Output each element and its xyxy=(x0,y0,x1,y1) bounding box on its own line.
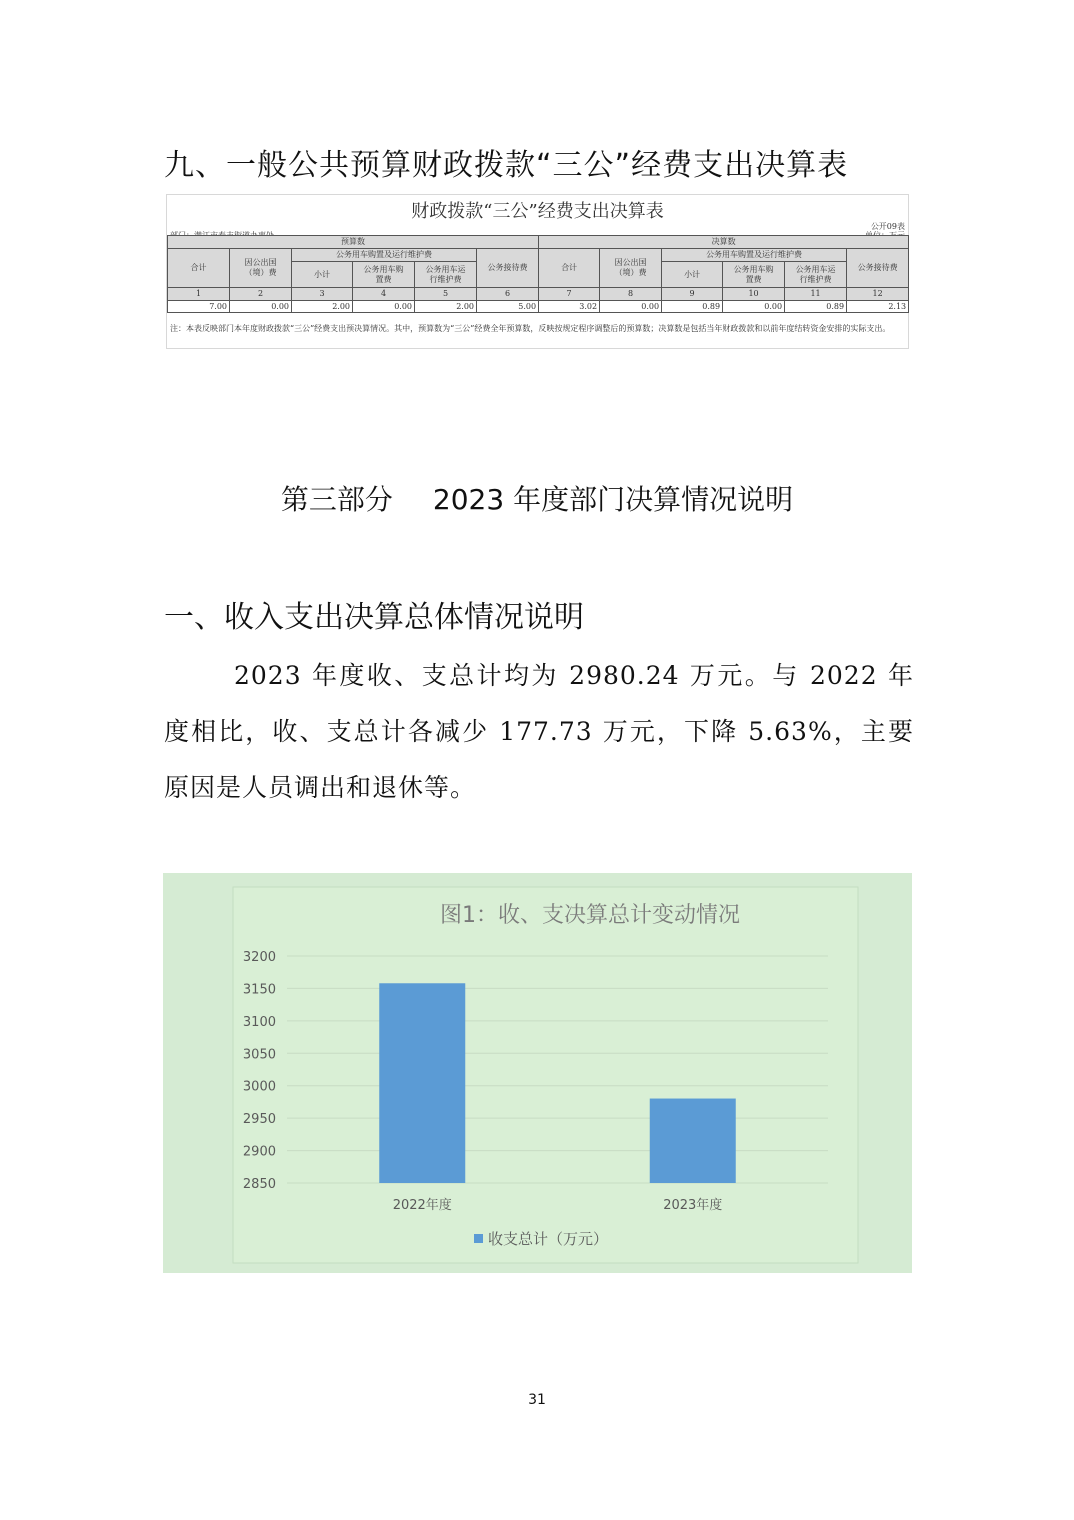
table-cell: 0.00 xyxy=(230,301,292,313)
x-tick-label: 2023年度 xyxy=(663,1198,723,1213)
column-number: 2 xyxy=(230,288,292,301)
y-tick-label: 2900 xyxy=(242,1144,276,1160)
header-vehicle-group: 公务用车购置及运行维护费 xyxy=(662,249,847,262)
column-number: 8 xyxy=(600,288,662,301)
section-heading: 九、一般公共预算财政拨款“三公”经费支出决算表 xyxy=(164,148,849,183)
three-public-expense-table-image xyxy=(166,194,909,349)
table-cell: 0.00 xyxy=(353,301,415,313)
header-reception: 公务接待费 xyxy=(847,249,909,288)
y-tick-label: 2850 xyxy=(242,1177,276,1192)
header-budget-group: 预算数 xyxy=(168,236,539,249)
bar xyxy=(650,1099,736,1183)
body-paragraph: 2023 年度收、支总计均为 2980.24 万元。与 2022 年度相比，收、支总计各减少 177.73 万元，下降 5.63%，主要原因是人员调出和退休等。 xyxy=(164,661,914,802)
table-cell: 5.00 xyxy=(477,301,539,313)
column-number: 11 xyxy=(785,288,847,301)
table-cell: 0.00 xyxy=(600,301,662,313)
part-heading: 第三部分 2023 年度部门决算情况说明 xyxy=(280,483,794,516)
header-final-group: 决算数 xyxy=(539,236,909,249)
column-number: 4 xyxy=(353,288,415,301)
column-number: 6 xyxy=(477,288,539,301)
y-tick-label: 3050 xyxy=(242,1047,276,1063)
header-total: 合计 xyxy=(539,249,600,288)
table-code: 公开09表 xyxy=(870,222,905,231)
table-cell: 0.00 xyxy=(723,301,785,313)
column-number: 5 xyxy=(415,288,477,301)
chart-plot-frame xyxy=(233,887,858,1263)
column-number-row xyxy=(168,288,909,301)
table-cell: 2.00 xyxy=(415,301,477,313)
header-abroad: 因公出国 （境）费 xyxy=(600,249,662,288)
column-number: 7 xyxy=(539,288,600,301)
table-cell: 2.00 xyxy=(292,301,353,313)
table-note: 注：本表反映部门本年度财政拨款“三公”经费支出预决算情况。其中，预算数为“三公”经费全年预算数，反映按规定程序调整后的预算数；决算数是包括当年财政拨款和以前年度结转资金安排的实际支出。 xyxy=(170,324,891,333)
y-tick-label: 2950 xyxy=(242,1112,276,1128)
table-cell: 0.89 xyxy=(785,301,847,313)
table-title: 财政拨款“三公”经费支出决算表 xyxy=(411,201,664,222)
y-tick-label: 3200 xyxy=(242,950,276,965)
expense-table xyxy=(167,235,909,313)
legend-swatch xyxy=(474,1234,483,1243)
table-cell: 7.00 xyxy=(168,301,230,313)
header-vehicle-operation: 公务用车运 行维护费 xyxy=(415,262,477,288)
column-number: 10 xyxy=(723,288,785,301)
column-number: 1 xyxy=(168,288,230,301)
header-abroad: 因公出国 （境）费 xyxy=(230,249,292,288)
chart-svg xyxy=(163,873,912,1273)
table-cell: 3.02 xyxy=(539,301,600,313)
header-subtotal: 小计 xyxy=(662,262,723,288)
y-tick-label: 3150 xyxy=(242,982,276,998)
bar-chart xyxy=(163,873,912,1273)
legend-label: 收支总计（万元） xyxy=(488,1230,609,1248)
y-tick-label: 3100 xyxy=(242,1014,276,1030)
column-number: 12 xyxy=(847,288,909,301)
x-tick-label: 2022年度 xyxy=(392,1198,452,1213)
column-number: 9 xyxy=(662,288,723,301)
header-vehicle-purchase: 公务用车购 置费 xyxy=(353,262,415,288)
header-vehicle-operation: 公务用车运 行维护费 xyxy=(785,262,847,288)
table-cell: 0.89 xyxy=(662,301,723,313)
header-vehicle-group: 公务用车购置及运行维护费 xyxy=(292,249,477,262)
table-row xyxy=(168,301,909,313)
header-total: 合计 xyxy=(168,249,230,288)
page-number: 31 xyxy=(528,1392,546,1408)
header-vehicle-purchase: 公务用车购 置费 xyxy=(723,262,785,288)
y-tick-label: 3000 xyxy=(242,1079,276,1095)
legend xyxy=(474,1230,608,1248)
bar xyxy=(379,983,465,1183)
sub-heading: 一、收入支出决算总体情况说明 xyxy=(164,600,584,635)
header-subtotal: 小计 xyxy=(292,262,353,288)
header-reception: 公务接待费 xyxy=(477,249,539,288)
table-cell: 2.13 xyxy=(847,301,909,313)
chart-title: 图1：收、支决算总计变动情况 xyxy=(440,903,740,928)
column-number: 3 xyxy=(292,288,353,301)
